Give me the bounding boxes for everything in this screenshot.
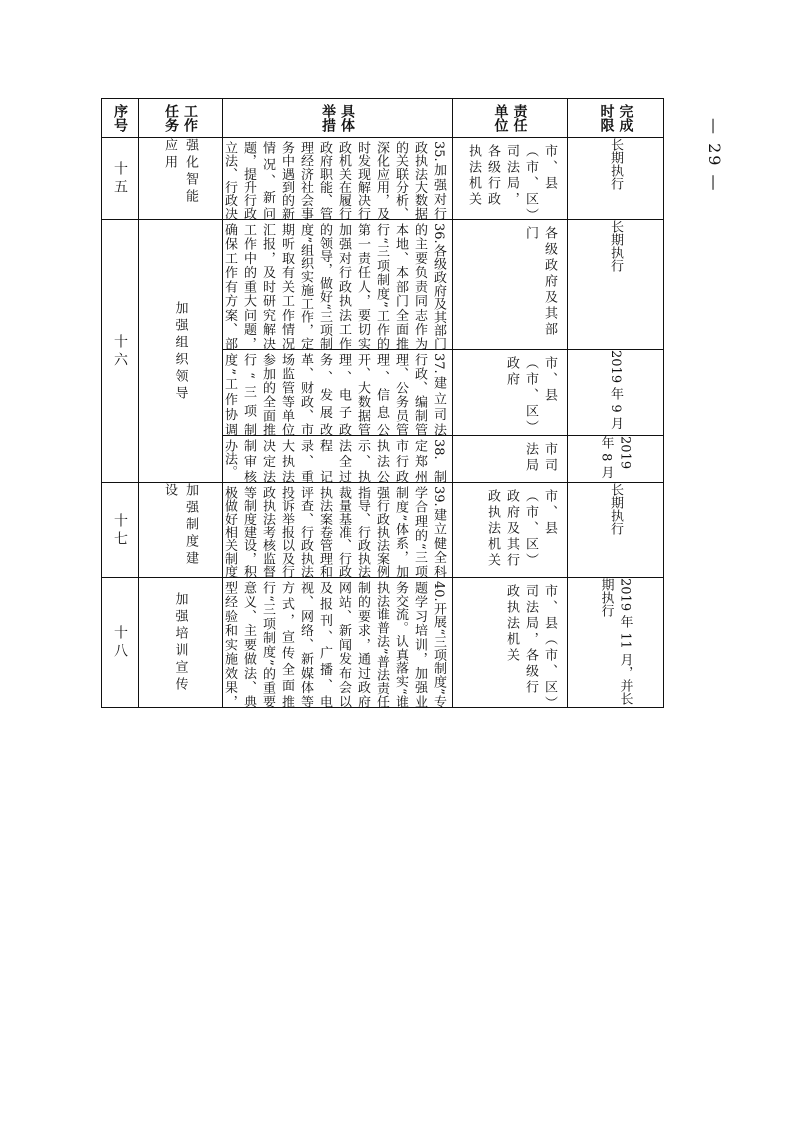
- work-task-table: [101, 98, 664, 1044]
- header-seq: 序号: [112, 104, 128, 132]
- group-seq: 十八: [112, 625, 128, 661]
- deadline-cell: 2019 年 8 月: [598, 436, 633, 479]
- header-unit: 责任单位: [492, 104, 528, 132]
- measure-cell: 37.建立司法行政、编制管理、公务员管理、信息公开、大数据管理、电子政务、发展改革、财政、市场监管等单位参加的全面推行“三项制度”工作协调: [222, 353, 446, 436]
- group-seq: 十五: [112, 161, 128, 197]
- deadline-cell: 2019 年 9 月: [608, 350, 623, 430]
- unit-cell: 市、县（市、区）政府及其行政执法机关: [485, 489, 557, 569]
- group-task: 加强制度建设: [162, 483, 198, 568]
- header-deadline: 完成时限: [598, 104, 634, 132]
- unit-cell: 市司法局: [523, 442, 557, 474]
- group-seq: 十七: [112, 512, 128, 549]
- page-number-vertical: — 29 —: [705, 118, 724, 193]
- unit-cell: 市、县（市、区）司法局，各级行政执法机关: [466, 144, 557, 218]
- group-task: 强化智能应用: [162, 138, 198, 206]
- header-task: 工作任务: [163, 104, 198, 132]
- unit-cell: 市、县（市、区）政府: [504, 356, 557, 436]
- measure-cell: 38.制定郑州市行政执法公示、执法全过程记录、重大执法决定法制审核办法。: [222, 439, 446, 483]
- deadline-cell: 长期执行: [608, 483, 623, 535]
- measure-cell: 39.建立健全科学合理的“三项制度”体系，加强行政执法案例指导、行政执法裁量基准、行政执法案卷管理和评查、行政执法投诉举报以及行政执法考核监督等制度建设，积极做好相关制度: [222, 486, 446, 578]
- deadline-cell: 长期执行: [608, 138, 623, 190]
- measure-cell: 35.加强对行政执法大数据的关联分析、深化应用，及时发现解决行政机关在履行政府职能、管理经济社会事务中遇到的新情况、新问题，提升行政立法、行政决: [222, 141, 446, 220]
- unit-cell: 市、县（市、区）司法局，各级行政执法机关: [504, 584, 557, 706]
- group-task: 加强组织领导: [172, 300, 188, 403]
- group-seq: 十六: [112, 333, 128, 370]
- group-task: 加强培训宣传: [172, 592, 188, 694]
- measure-cell: 36.各级政府及其部门的主要负责同志作为本地、本部门全面推行“三项制度”工作的第一责任人，要切实加强对行政执法工作的领导，做好“三项制度”组织实施工作，定期听取有关工作情况汇报，及时研究解决工作中的重大问题，确保工作有方案、部: [222, 223, 446, 350]
- header-measures: 具体举措: [320, 104, 355, 132]
- deadline-cell: 长期执行: [608, 220, 623, 272]
- unit-cell: 各级政府及其部门: [523, 226, 557, 338]
- deadline-cell: 2019 年 11 月，并长期执行: [598, 578, 633, 706]
- measure-cell: 40.开展“三项制度”专题学习培训，加强业务交流。认真落实“谁执法谁普法”普法责任制的要求，通过政府网站、新闻发布会以及报刊、广播、电视、网络、新媒体等方式，宣传全面推行“三项制度”的重要意义、主要做法、典型经验和实施效果，: [222, 581, 446, 708]
